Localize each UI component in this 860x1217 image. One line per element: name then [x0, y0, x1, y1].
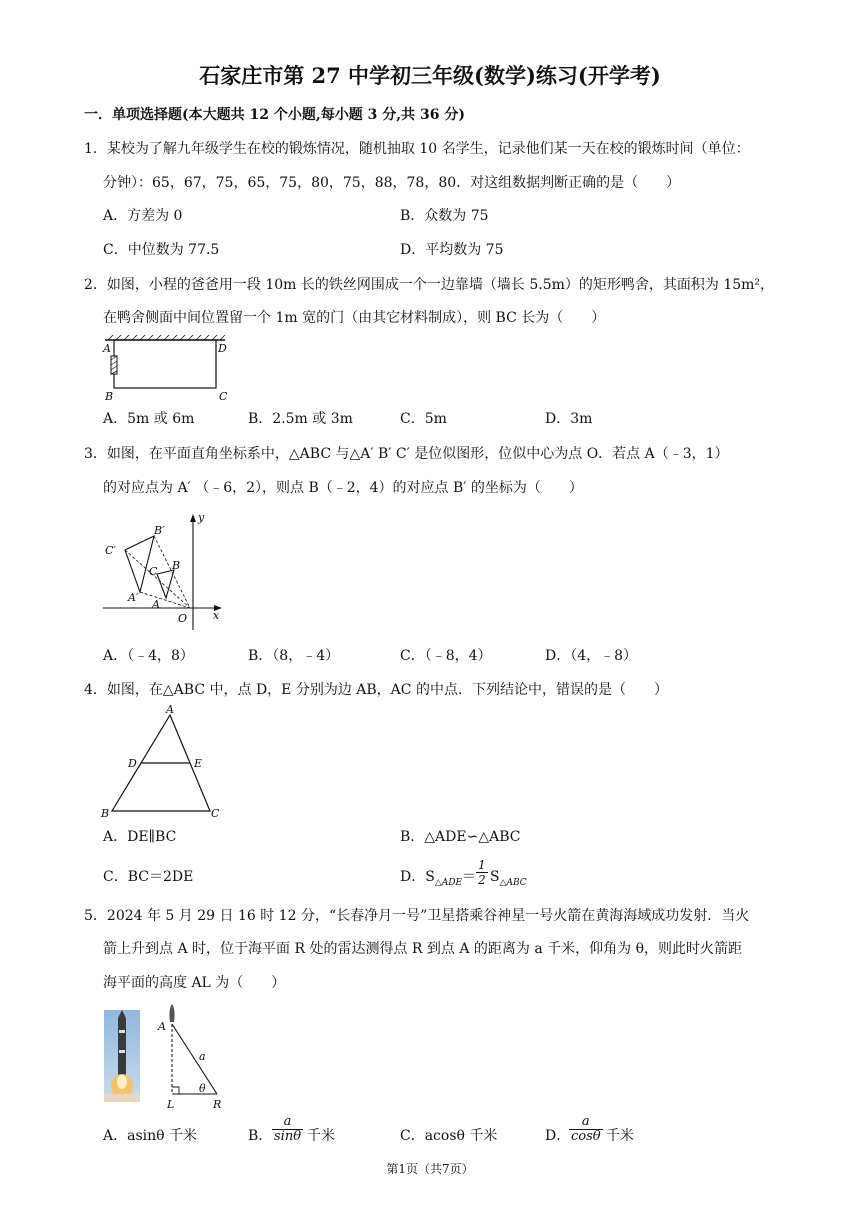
- q4-option-b: B．△ADE∽△ABC: [400, 829, 521, 845]
- q4-d-s: S: [490, 869, 500, 885]
- q2-label-a: A: [103, 342, 111, 355]
- q5-b-fraction-num: a: [272, 1115, 303, 1130]
- q5-stem-line1: 5．2024 年 5 月 29 日 16 时 12 分，“长春净月一号”卫星搭乘谷神星一号火箭在黄海海域成功发射．当火: [84, 908, 750, 924]
- q4-option-d: [400, 868, 476, 892]
- q5-label-theta: θ: [199, 1082, 206, 1095]
- q2-label-d: D: [218, 342, 227, 355]
- q5-label-l: L: [167, 1098, 175, 1111]
- q2-stem-line2: 在鸭舍侧面中间位置留一个 1m 宽的门（由其它材料制成），则 BC 长为（ ）: [103, 310, 606, 326]
- q1-option-a: A．方差为 0: [103, 208, 183, 224]
- q5-option-c: C．acosθ 千米: [400, 1128, 498, 1144]
- q3-label-b: B: [172, 559, 181, 572]
- q4-option-c: C．BC＝2DE: [103, 869, 194, 885]
- q4-d-fraction: [476, 858, 488, 887]
- q3-stem-line2: 的对应点为 A′ （﹣6，2），则点 B（﹣2，4）的对应点 B′ 的坐标为（ ）: [103, 480, 583, 496]
- q1-stem-line2: 分钟）：65，67，75，65，75，80，75，88，78，80．对这组数据判断正确的是（ ）: [103, 175, 681, 191]
- section-heading: 一．单项选择题(本大题共 12 个小题,每小题 3 分,共 36 分): [84, 107, 465, 123]
- q5-stem-line3: 海平面的高度 AL 为（ ）: [103, 975, 286, 991]
- q4-label-c: C: [211, 807, 220, 820]
- q5-option-a: A．asinθ 千米: [103, 1128, 198, 1144]
- q4-d-fraction-num: 1: [478, 858, 486, 872]
- q3-label-a: A: [152, 598, 160, 611]
- q3-label-x: x: [213, 609, 220, 622]
- q4-label-b: B: [101, 807, 110, 820]
- q3-label-b-prime: B′: [154, 524, 165, 537]
- q4-d-sub1: △ADE: [434, 877, 463, 888]
- page-footer: 第1页（共7页）: [386, 1162, 474, 1176]
- q1-option-c: C．中位数为 77.5: [103, 242, 220, 258]
- q3-label-c: C: [149, 565, 158, 578]
- q3-homothety-figure: [100, 508, 230, 633]
- q5-b-fraction: [272, 1115, 303, 1144]
- q5-option-d-prefix: D．: [545, 1128, 571, 1144]
- page-title: 石家庄市第 27 中学初三年级(数学)练习(开学考): [199, 63, 661, 88]
- rocket-photo: [104, 1010, 140, 1102]
- q3-option-b: B．（8，﹣4）: [248, 648, 340, 664]
- q2-label-b: B: [105, 390, 114, 403]
- q5-b-fraction-den: sinθ: [274, 1129, 302, 1144]
- q2-option-b: B．2.5m 或 3m: [248, 411, 353, 427]
- q2-option-c: C．5m: [400, 411, 447, 427]
- q3-label-y: y: [198, 511, 205, 524]
- q3-stem-line1: 3．如图，在平面直角坐标系中，△ABC 与△A′ B′ C′ 是位似图形，位似中心为点 O．若点 A（﹣3，1）: [84, 446, 729, 462]
- q3-label-a-prime: A′: [128, 591, 139, 604]
- q5-d-fraction: [569, 1115, 603, 1144]
- q5-d-fraction-num: a: [569, 1115, 603, 1130]
- q5-d-unit: 千米: [606, 1128, 634, 1144]
- q4-label-a: A: [166, 703, 174, 716]
- q4-d-fraction-den: 2: [478, 873, 486, 887]
- q2-stem-line1: 2．如图，小程的爸爸用一段 10m 长的铁丝网围成一个一边靠墙（墙长 5.5m）的矩形鸭舍，其面积为 15m²，: [84, 277, 775, 293]
- q4-option-d-tail: [490, 868, 527, 892]
- q3-option-d: D．（4，﹣8）: [545, 648, 638, 664]
- q4-label-d: D: [128, 757, 137, 770]
- q3-label-o: O: [178, 612, 188, 625]
- q4-d-prefix: D．S: [400, 869, 435, 885]
- q1-option-d: D．平均数为 75: [400, 242, 504, 258]
- q5-stem-line2: 箭上升到点 A 时，位于海平面 R 处的雷达测得点 R 到点 A 的距离为 a 千米，仰角为 θ，则此时火箭距: [103, 941, 743, 957]
- q1-stem-line1: 1．某校为了解九年级学生在校的锻炼情况，随机抽取 10 名学生，记录他们某一天在校的锻炼时间（单位：: [84, 141, 750, 157]
- q2-option-d: D．3m: [545, 411, 593, 427]
- q5-option-b-prefix: B．: [248, 1128, 273, 1144]
- q5-label-r: R: [213, 1098, 222, 1111]
- q4-option-a: A．DE∥BC: [103, 829, 177, 845]
- q3-option-a: A．（﹣4，8）: [103, 648, 194, 664]
- q4-label-e: E: [194, 757, 203, 770]
- q3-option-c: C．（﹣8，4）: [400, 648, 492, 664]
- q4-d-eq: ＝: [462, 869, 477, 885]
- q5-label-side-a: a: [199, 1050, 206, 1063]
- q4-d-sub2: △ABC: [499, 877, 527, 888]
- q4-stem-line1: 4．如图，在△ABC 中，点 D，E 分别为边 AB，AC 的中点．下列结论中，错误的是（ ）: [84, 682, 668, 698]
- q2-option-a: A．5m 或 6m: [103, 411, 195, 427]
- q5-d-fraction-den: cosθ: [571, 1129, 601, 1144]
- q4-triangle-figure: [100, 703, 230, 821]
- q5-right-triangle-figure: [155, 1002, 235, 1112]
- q5-b-unit: 千米: [307, 1128, 335, 1144]
- q1-option-b: B．众数为 75: [400, 208, 489, 224]
- q2-label-c: C: [219, 390, 228, 403]
- q5-label-a: A: [158, 1020, 166, 1033]
- q3-label-c-prime: C′: [105, 544, 116, 557]
- q2-rectangle-figure: [100, 334, 235, 404]
